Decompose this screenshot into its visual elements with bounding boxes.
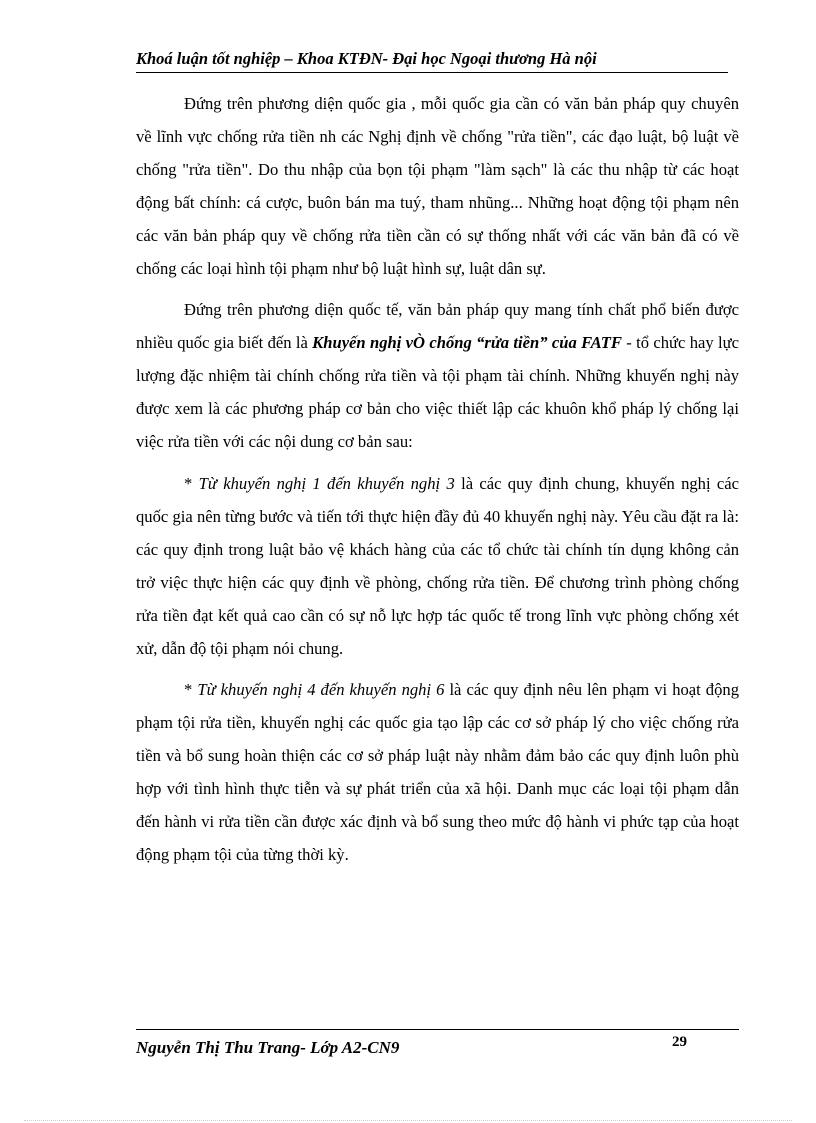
paragraph-recommendations-1-3-text: là các quy định chung, khuyến nghị các quốc gia nên từng bước và tiến tới thực hiện đầy đủ 40 khuyến nghị này. Yêu cầu đặt ra là: các quy định trong luật bảo vệ khách hàng của các tổ chức tài chính tín dụng không cản trở việc thực hiện các quy định về phòng, chống rửa tiền. Để chương trình phòng chống rửa tiền đạt kết quả cao cần có sự nỗ lực hợp tác quốc tế trong lĩnh vực phòng chống xét xử, dẫn độ tội phạm nói chung. (136, 473, 739, 658)
running-header (136, 46, 728, 73)
fatf-recommendations-emphasis: Khuyến nghị vÒ chống “rửa tiền” của FATF (312, 333, 622, 353)
document-body (136, 88, 739, 881)
paragraph-recommendations-1-3 (136, 468, 739, 665)
page-edge-dotted-line (24, 1120, 792, 1121)
paragraph-international-before: Đứng trên phương diện quốc tế, văn bản pháp quy mang tính chất phổ biến được nhiều quốc gia biết đến là (136, 300, 739, 353)
footer-divider (136, 1029, 739, 1030)
recommendations-4-6-emphasis: Từ khuyến nghị 4 đến khuyến nghị 6 (197, 680, 445, 700)
paragraph-international (136, 294, 739, 459)
paragraph-national: Đứng trên phương diện quốc gia , mỗi quốc gia cần có văn bản pháp quy chuyên về lĩnh vực chống rửa tiền nh các Nghị định về chống "rửa tiền", các đạo luật, bộ luật về chống "rửa tiền". Do thu nhập của bọn tội phạm "làm sạch" là các thu nhập từ các hoạt động bất chính: cá cược, buôn bán ma tuý, tham nhũng... Những hoạt động tội phạm nên các văn bản pháp quy về chống rửa tiền cần có sự thống nhất với các văn bản đã có về chống các loại hình tội phạm như bộ luật hình sự, luật dân sự. (136, 94, 739, 278)
bullet-marker: * (184, 473, 199, 493)
paragraph-recommendations-4-6-text: là các quy định nêu lên phạm vi hoạt động phạm tội rửa tiền, khuyến nghị các quốc gia tạo lập các cơ sở pháp lý cho việc chống rửa tiền và bổ sung hoàn thiện các cơ sở pháp luật này nhằm đảm bảo các quy định luôn phù hợp với tình hình thực tiễn và sự phát triển của xã hội. Danh mục các loại tội phạm dẫn đến hành vi rửa tiền cần được xác định và bổ sung theo mức độ hành vi phức tạp của hoạt động phạm tội của từng thời kỳ. (136, 680, 739, 864)
paragraph-recommendations-4-6 (136, 674, 739, 871)
recommendations-1-3-emphasis: Từ khuyến nghị 1 đến khuyến nghị 3 (198, 473, 455, 493)
paragraph-international-after: - tổ chức hay lực lượng đặc nhiệm tài chính chống rửa tiền và tội phạm tài chính. Những khuyến nghị này được xem là các phương pháp cơ bản cho việc thiết lập các khuôn khổ pháp lý chống lại việc rửa tiền với các nội dung cơ bản sau: (136, 333, 739, 452)
page-number: 29 (672, 1034, 687, 1050)
footer-author: Nguyễn Thị Thu Trang- Lớp A2-CN9 (136, 1038, 400, 1057)
header-title: Khoá luận tốt nghiệp – Khoa KTĐN- Đại học Ngoại thương Hà nội (136, 49, 597, 68)
bullet-marker: * (184, 680, 198, 700)
